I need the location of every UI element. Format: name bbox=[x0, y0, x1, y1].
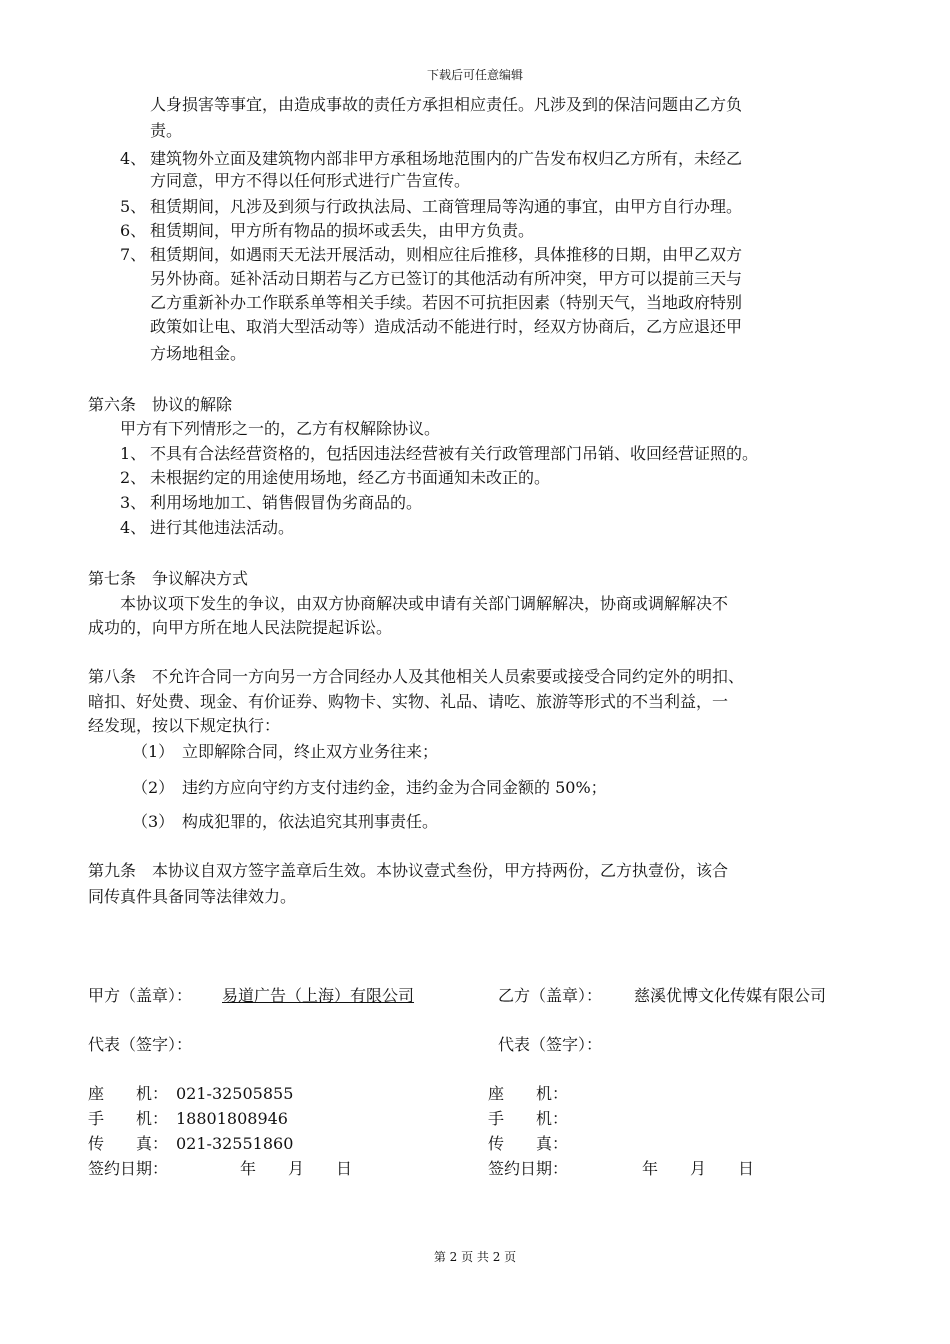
clause-number: （3） bbox=[132, 812, 175, 831]
clause-text-line: 政策如让电、取消大型活动等）造成活动不能进行时，经双方协商后，乙方应退还甲 bbox=[150, 317, 743, 336]
clause-text-line: 立即解除合同，终止双方业务往来； bbox=[182, 742, 439, 761]
page-header: 下载后可任意编辑 bbox=[426, 68, 523, 82]
clause-number: 7、 bbox=[120, 245, 147, 264]
party-b-phone-label: 座 机： bbox=[488, 1084, 569, 1103]
article-8-text-line: 经发现，按以下规定执行： bbox=[88, 716, 281, 735]
clause-text-line: 乙方重新补办工作联系单等相关手续。若因不可抗拒因素（特别天气，当地政府特别 bbox=[150, 293, 743, 312]
party-a-phone-label: 座 机： bbox=[88, 1084, 169, 1103]
clause-number: 2、 bbox=[120, 468, 147, 487]
party-a-company: 易道广告（上海）有限公司 bbox=[222, 986, 415, 1005]
party-a-date-blank: 年 月 日 bbox=[240, 1159, 353, 1178]
party-a-mobile-label: 手 机： bbox=[88, 1109, 169, 1128]
party-b-rep-label: 代表（签字）： bbox=[498, 1035, 603, 1054]
party-b-date-blank: 年 月 日 bbox=[642, 1159, 755, 1178]
article-7-text-line: 本协议项下发生的争议，由双方协商解决或申请有关部门调解解决，协商或调解解决不 bbox=[120, 594, 729, 613]
clause-text-line: 责。 bbox=[150, 121, 183, 140]
clause-text-line: 违约方应向守约方支付违约金，违约金为合同金额的 50%； bbox=[182, 778, 607, 797]
clause-number: 5、 bbox=[120, 197, 147, 216]
party-a-phone: 021-32505855 bbox=[176, 1084, 294, 1103]
party-a-date-label: 签约日期： bbox=[88, 1159, 169, 1178]
party-b-date-label: 签约日期： bbox=[488, 1159, 569, 1178]
clause-text-line: 不具有合法经营资格的，包括因违法经营被有关行政管理部门吊销、收回经营证照的。 bbox=[150, 444, 759, 463]
clause-number: 4、 bbox=[120, 518, 147, 537]
party-a-fax: 021-32551860 bbox=[176, 1134, 294, 1153]
clause-number: 3、 bbox=[120, 493, 147, 512]
clause-text-line: 租赁期间，凡涉及到须与行政执法局、工商管理局等沟通的事宜，由甲方自行办理。 bbox=[150, 197, 743, 216]
party-b-company: 慈溪优博文化传媒有限公司 bbox=[634, 986, 827, 1005]
party-a-seal-label: 甲方（盖章）： bbox=[88, 986, 193, 1005]
clause-text-line: 另外协商。延补活动日期若与乙方已签订的其他活动有所冲突，甲方可以提前三天与 bbox=[150, 269, 743, 288]
clause-number: （2） bbox=[132, 778, 175, 797]
article-8-text-line: 暗扣、好处费、现金、有价证券、购物卡、实物、礼品、请吃、旅游等形式的不当利益，一 bbox=[88, 692, 729, 711]
article-8-text-line: 第八条 不允许合同一方向另一方合同经办人及其他相关人员索要或接受合同约定外的明扣、 bbox=[88, 667, 745, 686]
clause-text-line: 租赁期间，如遇雨天无法开展活动，则相应往后推移，具体推移的日期，由甲乙双方 bbox=[150, 245, 743, 264]
article-9-text-line: 第九条 本协议自双方签字盖章后生效。本协议壹式叁份，甲方持两份，乙方执壹份，该合 bbox=[88, 861, 729, 880]
clause-text-line: 租赁期间，甲方所有物品的损坏或丢失，由甲方负责。 bbox=[150, 221, 535, 240]
party-b-seal-label: 乙方（盖章）： bbox=[498, 986, 603, 1005]
clause-text-line: 构成犯罪的，依法追究其刑事责任。 bbox=[182, 812, 439, 831]
article-7-title: 第七条 争议解决方式 bbox=[88, 569, 249, 588]
party-a-mobile: 18801808946 bbox=[176, 1109, 288, 1128]
clause-text-line: 方同意，甲方不得以任何形式进行广告宣传。 bbox=[150, 171, 471, 190]
page-footer: 第 2 页 共 2 页 bbox=[433, 1250, 517, 1264]
clause-number: （1） bbox=[132, 742, 175, 761]
clause-text-line: 利用场地加工、销售假冒伪劣商品的。 bbox=[150, 493, 423, 512]
party-a-rep-label: 代表（签字）： bbox=[88, 1035, 193, 1054]
clause-number: 6、 bbox=[120, 221, 147, 240]
clause-number: 4、 bbox=[120, 149, 147, 168]
article-7-text-line: 成功的，向甲方所在地人民法院提起诉讼。 bbox=[88, 618, 393, 637]
clause-text-line: 方场地租金。 bbox=[150, 344, 247, 363]
clause-text-line: 人身损害等事宜，由造成事故的责任方承担相应责任。凡涉及到的保洁问题由乙方负 bbox=[150, 95, 743, 114]
clause-text-line: 进行其他违法活动。 bbox=[150, 518, 295, 537]
clause-text-line: 建筑物外立面及建筑物内部非甲方承租场地范围内的广告发布权归乙方所有，未经乙 bbox=[150, 149, 743, 168]
article-6-title: 第六条 协议的解除 bbox=[88, 395, 233, 414]
party-b-mobile-label: 手 机： bbox=[488, 1109, 569, 1128]
party-b-fax-label: 传 真： bbox=[488, 1134, 569, 1153]
party-a-fax-label: 传 真： bbox=[88, 1134, 169, 1153]
clause-text-line: 未根据约定的用途使用场地，经乙方书面通知未改正的。 bbox=[150, 468, 551, 487]
article-6-intro: 甲方有下列情形之一的，乙方有权解除协议。 bbox=[120, 419, 441, 438]
article-9-text-line: 同传真件具备同等法律效力。 bbox=[88, 887, 297, 906]
clause-number: 1、 bbox=[120, 444, 147, 463]
